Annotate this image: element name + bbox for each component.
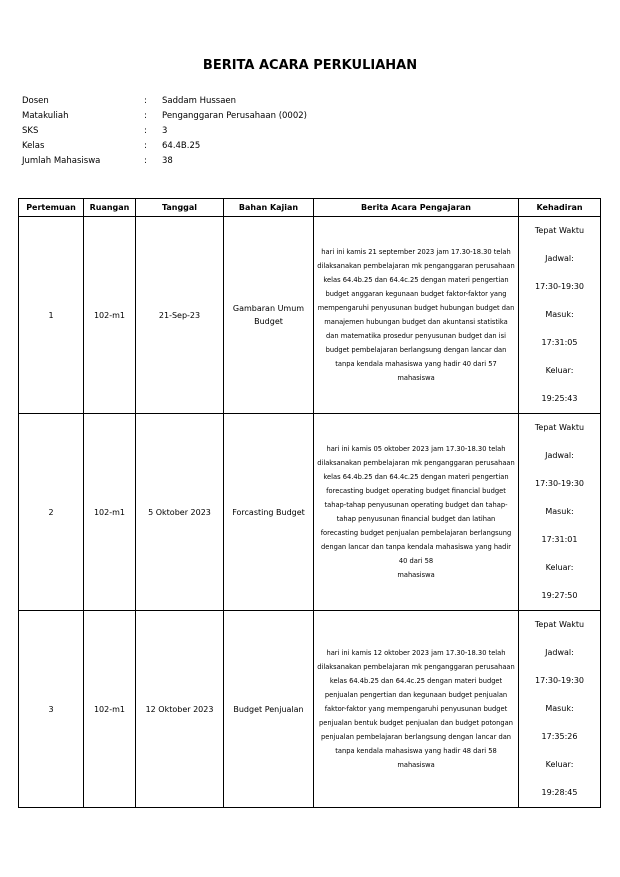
info-row-kelas	[22, 139, 307, 154]
schedule-label: Jadwal:	[545, 648, 574, 657]
check-out-label: Keluar:	[545, 760, 574, 769]
cell-bahan-kajian: Budget Penjualan	[224, 611, 314, 808]
header-kehadiran: Kehadiran	[519, 199, 601, 217]
lecture-report-table	[18, 198, 601, 808]
cell-berita-acara: hari ini kamis 12 oktober 2023 jam 17.30-18.30 telah dilaksanakan pembelajaran mk penganggaran perusahaan kelas 64.4b.25 dan 64.4c.25 dengan materi budget penjualan pengertian dan kegunaan budget penjualan faktor-faktor yang mempengaruhi penyusunan budget penjualan bentuk budget penjualan dan budget potongan penjualan pembelajaran berlangsung dengan lancar dan tanpa kendala mahasiswa yang hadir 48 dari 58 mahasiswa	[314, 611, 519, 808]
info-row-jumlah-mahasiswa	[22, 154, 307, 169]
check-in-time: 17:31:05	[541, 338, 578, 347]
header-tanggal: Tanggal	[136, 199, 224, 217]
info-separator: :	[144, 141, 147, 151]
attendance-status: Tepat Waktu	[534, 226, 585, 235]
check-in-time: 17:35:26	[541, 732, 578, 741]
course-info	[22, 94, 307, 169]
check-out-label: Keluar:	[545, 366, 574, 375]
schedule-label: Jadwal:	[545, 451, 574, 460]
table-row	[19, 217, 601, 414]
cell-bahan-kajian: Forcasting Budget	[224, 414, 314, 611]
cell-kehadiran	[519, 611, 601, 808]
check-in-label: Masuk:	[545, 310, 574, 319]
info-value: Penganggaran Perusahaan (0002)	[162, 111, 307, 121]
header-berita-acara: Berita Acara Pengajaran	[314, 199, 519, 217]
check-out-time: 19:27:50	[541, 591, 578, 600]
info-label: Kelas	[22, 141, 45, 151]
cell-bahan-kajian: Gambaran Umum Budget	[224, 217, 314, 414]
schedule-time: 17:30-19:30	[535, 676, 584, 685]
info-row-sks	[22, 124, 307, 139]
info-value: Saddam Hussaen	[162, 96, 237, 106]
attendance-status: Tepat Waktu	[534, 620, 585, 629]
info-separator: :	[144, 96, 147, 106]
check-in-time: 17:31:01	[541, 535, 578, 544]
cell-kehadiran	[519, 217, 601, 414]
cell-ruangan: 102-m1	[84, 217, 136, 414]
table-row	[19, 611, 601, 808]
info-row-dosen	[22, 94, 307, 109]
info-label: SKS	[22, 126, 39, 136]
cell-pertemuan: 3	[19, 611, 84, 808]
info-value: 38	[162, 156, 173, 166]
info-value: 64.4B.25	[162, 141, 201, 151]
cell-pertemuan: 2	[19, 414, 84, 611]
schedule-label: Jadwal:	[545, 254, 574, 263]
cell-pertemuan: 1	[19, 217, 84, 414]
check-out-label: Keluar:	[545, 563, 574, 572]
attendance-status: Tepat Waktu	[534, 423, 585, 432]
info-value: 3	[162, 126, 168, 136]
page-title: BERITA ACARA PERKULIAHAN	[202, 58, 418, 73]
cell-berita-acara: hari ini kamis 21 september 2023 jam 17.30-18.30 telah dilaksanakan pembelajaran mk penganggaran perusahaan kelas 64.4b.25 dan 64.4c.25 dengan materi pengertian budget anggaran kegunaan budget faktor-faktor yang mempengaruhi penyusunan budget hubungan budget dan manajemen hubungan budget dan akuntansi statistika dan matematika prosedur penyusunan budget dan isi budget pembelajaran berlangsung dengan lancar dan tanpa kendala mahasiswa yang hadir 40 dari 57 mahasiswa	[314, 217, 519, 414]
cell-tanggal: 12 Oktober 2023	[136, 611, 224, 808]
check-in-label: Masuk:	[545, 507, 574, 516]
info-label: Jumlah Mahasiswa	[22, 156, 101, 166]
info-separator: :	[144, 111, 147, 121]
cell-tanggal: 21-Sep-23	[136, 217, 224, 414]
info-label: Dosen	[22, 96, 49, 106]
table-header-row	[19, 199, 601, 217]
check-out-time: 19:28:45	[541, 788, 578, 797]
schedule-time: 17:30-19:30	[535, 479, 584, 488]
header-ruangan: Ruangan	[84, 199, 136, 217]
info-label: Matakuliah	[22, 111, 69, 121]
table-row	[19, 414, 601, 611]
cell-berita-acara: hari ini kamis 05 oktober 2023 jam 17.30-18.30 telah dilaksanakan pembelajaran mk penganggaran perusahaan kelas 64.4b.25 dan 64.4c.25 dengan materi pengertian forecasting budget operating budget financial budget tahap-tahap penyusunan operating budget dan tahap-tahap penyusunan financial budget dan latihan forecasting budget penjualan pembelajaran berlangsung dengan lancar dan tanpa kendala mahasiswa yang hadir 40 dari 58 mahasiswa	[314, 414, 519, 611]
check-out-time: 19:25:43	[541, 394, 578, 403]
cell-tanggal: 5 Oktober 2023	[136, 414, 224, 611]
header-pertemuan: Pertemuan	[19, 199, 84, 217]
info-row-matakuliah	[22, 109, 307, 124]
header-bahan-kajian: Bahan Kajian	[224, 199, 314, 217]
cell-ruangan: 102-m1	[84, 414, 136, 611]
info-separator: :	[144, 126, 147, 136]
check-in-label: Masuk:	[545, 704, 574, 713]
cell-ruangan: 102-m1	[84, 611, 136, 808]
cell-kehadiran	[519, 414, 601, 611]
info-separator: :	[144, 156, 147, 166]
schedule-time: 17:30-19:30	[535, 282, 584, 291]
